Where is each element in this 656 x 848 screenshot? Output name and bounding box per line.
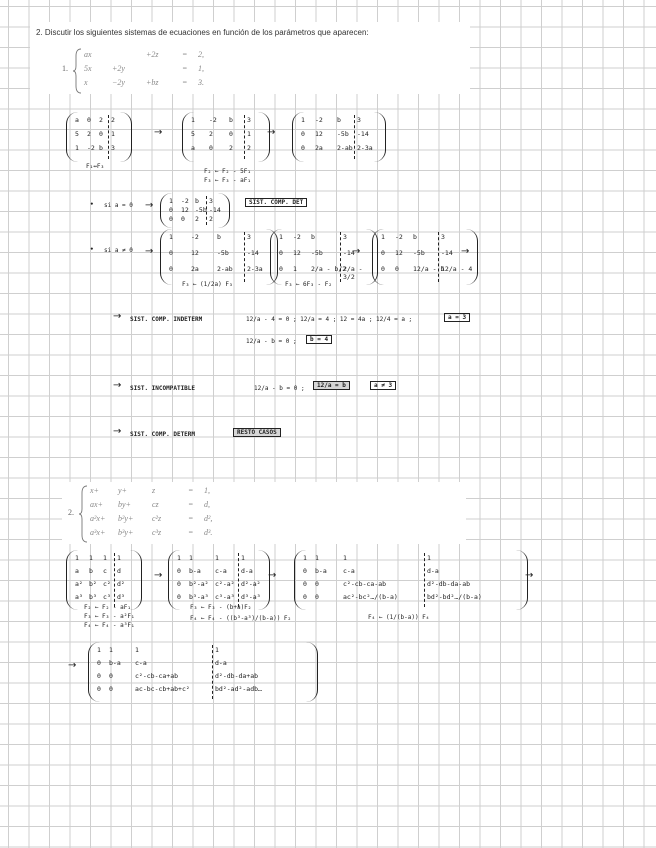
system-term: z	[152, 486, 156, 495]
system-term: a²x+	[90, 514, 106, 523]
matrix-entry: -2	[181, 197, 189, 205]
matrix-entry: 0	[97, 659, 101, 667]
augment-divider	[244, 115, 245, 159]
matrix-entry: b	[89, 567, 93, 575]
bullet-icon: •	[90, 246, 94, 253]
system-term: x+	[90, 486, 99, 495]
matrix-entry: 0	[381, 249, 385, 257]
system-term: c³z	[152, 528, 162, 537]
matrix-entry: -2	[293, 233, 301, 241]
matrix-m1	[66, 112, 132, 162]
matrix-entry: -2	[191, 233, 199, 241]
matrix-entry: 0	[97, 672, 101, 680]
matrix-entry: 1	[169, 197, 173, 205]
matrix-entry: 1	[89, 554, 93, 562]
matrix-entry: 1	[117, 554, 121, 562]
matrix-entry: -14	[247, 249, 259, 257]
system-term: 2,	[198, 50, 204, 59]
augment-divider	[114, 553, 115, 607]
system-term: d³.	[204, 528, 213, 537]
arrow-right-icon: →	[113, 311, 122, 322]
matrix-entry: 1	[177, 554, 181, 562]
system-term: −2y	[112, 78, 125, 87]
matrix-entry: -2	[395, 233, 403, 241]
system-term: x	[84, 78, 88, 87]
arrow-right-icon: →	[352, 246, 361, 257]
matrix-entry: c²-cb-ca-ab	[343, 580, 387, 588]
arrow-right-icon: →	[268, 570, 277, 581]
op-m9: F₄ ← (1/(b-a)) F₄	[368, 614, 430, 621]
matrix-entry: 0	[177, 580, 181, 588]
matrix-entry: 1	[241, 554, 245, 562]
matrix-entry: 1	[303, 554, 307, 562]
system-term: b²y+	[118, 514, 134, 523]
solution-a0: SIST. COMP. DET	[245, 198, 307, 207]
matrix-entry: 12/a - 4	[441, 265, 473, 273]
matrix-entry: -5b	[217, 249, 229, 257]
arrow-right-icon: →	[154, 127, 163, 138]
matrix-entry: 1	[247, 130, 251, 138]
matrix-entry: -5b	[311, 249, 323, 257]
matrix-entry: 12	[315, 130, 323, 138]
row-operation: F₂ ← F₂ - aF₁	[84, 604, 131, 611]
matrix-entry: b	[413, 233, 417, 241]
matrix-entry: b	[99, 144, 103, 152]
eq-indet-2: 12/a - b = 0 ;	[246, 338, 297, 345]
matrix-entry: 0	[303, 593, 307, 601]
row-operation: F₄ ← F₄ - a³F₁	[84, 622, 135, 629]
matrix-entry: d-a	[427, 567, 439, 575]
matrix-entry: 0	[97, 685, 101, 693]
system-term: =	[188, 514, 194, 523]
matrix-m6	[372, 229, 478, 285]
arrow-right-icon: →	[267, 127, 276, 138]
matrix-entry: d³-a³	[241, 593, 261, 601]
matrix-entry: 0	[181, 215, 185, 223]
system-term: =	[182, 78, 188, 87]
matrix-entry: b	[229, 116, 233, 124]
matrix-entry: 1	[169, 233, 173, 241]
matrix-entry: a	[191, 144, 195, 152]
augment-divider	[206, 196, 207, 225]
matrix-entry: b-a	[109, 659, 121, 667]
augment-divider	[244, 232, 245, 282]
arrow-right-icon: →	[154, 570, 163, 581]
bullet-icon: •	[90, 201, 94, 208]
system-term: +2y	[112, 64, 125, 73]
matrix-entry: 1	[427, 554, 431, 562]
matrix-entry: 1	[293, 265, 297, 273]
matrix-entry: 3	[247, 233, 251, 241]
matrix-entry: -2	[315, 116, 323, 124]
system-term: cz	[152, 500, 159, 509]
matrix-entry: c	[103, 567, 107, 575]
matrix-entry: 2	[229, 144, 233, 152]
matrix-entry: d-a	[241, 567, 253, 575]
matrix-entry: bd²-ad²-adb…	[215, 685, 262, 693]
matrix-entry: 3	[209, 197, 213, 205]
system-term: =	[188, 528, 194, 537]
matrix-entry: 0	[177, 593, 181, 601]
op-f3-scale: F₃ ← (1/2a) F₃	[182, 281, 233, 288]
matrix-entry: 1	[381, 233, 385, 241]
matrix-entry: c³	[103, 593, 111, 601]
matrix-entry: -14	[441, 249, 453, 257]
matrix-entry: 1	[75, 144, 79, 152]
case-a0: si a = 0	[104, 202, 133, 209]
matrix-entry: 2	[209, 215, 213, 223]
matrix-entry: 3	[357, 116, 361, 124]
matrix-entry: c²	[103, 580, 111, 588]
matrix-entry: 0	[301, 130, 305, 138]
matrix-entry: 0	[381, 265, 385, 273]
matrix-entry: 0	[169, 265, 173, 273]
matrix-entry: c-a	[135, 659, 147, 667]
augment-divider	[424, 553, 425, 607]
matrix-entry: 0	[303, 580, 307, 588]
system-term: 5x	[84, 64, 92, 73]
system-term: b³y+	[118, 528, 134, 537]
matrix-entry: 0	[99, 130, 103, 138]
matrix-entry: a²	[75, 580, 83, 588]
augment-divider	[354, 115, 355, 159]
arrow-right-icon: →	[525, 570, 534, 581]
system-term: =	[188, 486, 194, 495]
eq-indet-1: 12/a - 4 = 0 ; 12/a = 4 ; 12 = 4a ; 12/4 = a ;	[246, 316, 413, 323]
matrix-entry: d	[117, 567, 121, 575]
matrix-entry: 1	[215, 554, 219, 562]
matrix-entry: 3	[111, 144, 115, 152]
problem-heading: 2. Discutir los siguientes sistemas de ecuaciones en función de los parámetros que aparecen:	[36, 28, 369, 37]
system-term: 1,	[204, 486, 210, 495]
matrix-entry: b	[195, 197, 199, 205]
matrix-entry: a³	[75, 593, 83, 601]
system-2-label: 2.	[68, 508, 74, 517]
matrix-entry: 0	[315, 580, 319, 588]
matrix-entry: a	[75, 567, 79, 575]
matrix-entry: ac²-bc²…/(b-a)	[343, 593, 398, 601]
matrix-entry: 0	[169, 249, 173, 257]
matrix-entry: b²	[89, 580, 97, 588]
system-term: =	[188, 500, 194, 509]
system-term: =	[182, 64, 188, 73]
arrow-right-icon: →	[113, 380, 122, 391]
system-term: ax	[84, 50, 92, 59]
matrix-entry: 2/a - 3/2	[343, 265, 363, 281]
matrix-entry: 12	[191, 249, 199, 257]
matrix-entry: 2	[247, 144, 251, 152]
matrix-entry: 2	[209, 130, 213, 138]
matrix-entry: c³-a³	[215, 593, 235, 601]
box-b4: b = 4	[306, 335, 332, 344]
matrix-entry: 1	[189, 554, 193, 562]
matrix-entry: b-a	[189, 567, 201, 575]
matrix-entry: 1	[215, 646, 219, 654]
system-term: d,	[204, 500, 210, 509]
system-term: +bz	[146, 78, 159, 87]
matrix-entry: 2a	[315, 144, 323, 152]
augment-divider	[212, 645, 213, 699]
matrix-entry: 0	[209, 144, 213, 152]
matrix-entry: c²-a²	[215, 580, 235, 588]
system-term: 3.	[198, 78, 204, 87]
matrix-entry: b³-a³	[189, 593, 209, 601]
matrix-entry: 5	[75, 130, 79, 138]
matrix-entry: 0	[303, 567, 307, 575]
matrix-entry: 1	[111, 130, 115, 138]
matrix-entry: -5b	[337, 130, 349, 138]
matrix-entry: -14	[343, 249, 355, 257]
system-term: c²z	[152, 514, 162, 523]
matrix-entry: c²-cb-ca+ab	[135, 672, 179, 680]
matrix-m2	[182, 112, 270, 162]
matrix-entry: d²	[117, 580, 125, 588]
matrix-entry: 1	[109, 646, 113, 654]
matrix-entry: ac-bc-cb+ab+c²	[135, 685, 190, 693]
system-term: a³x+	[90, 528, 106, 537]
eq-incomp: 12/a - b = 0 ;	[254, 385, 305, 392]
matrix-entry: -14	[357, 130, 369, 138]
matrix-entry: b-a	[315, 567, 327, 575]
system-1-label: 1.	[62, 64, 68, 73]
matrix-entry: b	[337, 116, 341, 124]
matrix-entry: 1	[75, 554, 79, 562]
matrix-entry: 1	[103, 554, 107, 562]
matrix-entry: 2	[87, 130, 91, 138]
matrix-entry: 0	[279, 265, 283, 273]
matrix-entry: 12	[293, 249, 301, 257]
matrix-entry: 0	[169, 206, 173, 214]
matrix-entry: d²-a²	[241, 580, 261, 588]
box-incomp: 12/a = b	[313, 381, 350, 390]
matrix-m8	[168, 550, 270, 610]
matrix-entry: 1	[343, 554, 347, 562]
matrix-entry: 0	[279, 249, 283, 257]
system-term: 1,	[198, 64, 204, 73]
matrix-entry: -5b	[195, 206, 207, 214]
matrix-entry: 1	[97, 646, 101, 654]
matrix-entry: 2-3a	[247, 265, 263, 273]
system-term: +2z	[146, 50, 159, 59]
box-a-ne-3: a ≠ 3	[370, 381, 396, 390]
matrix-entry: 1	[301, 116, 305, 124]
matrix-entry: -14	[209, 206, 221, 214]
arrow-right-icon: →	[113, 426, 122, 437]
matrix-entry: 2a	[191, 265, 199, 273]
matrix-entry: d²-db-da-ab	[427, 580, 471, 588]
matrix-entry: 0	[395, 265, 399, 273]
matrix-entry: 12	[395, 249, 403, 257]
system-term: =	[182, 50, 188, 59]
matrix-m9	[294, 550, 528, 610]
result-incompatible: SIST. INCOMPATIBLE	[130, 385, 196, 392]
matrix-entry: d³	[117, 593, 125, 601]
matrix-entry: 1	[191, 116, 195, 124]
matrix-entry: -5b	[413, 249, 425, 257]
system-term: y+	[118, 486, 127, 495]
system-term: d²,	[204, 514, 213, 523]
matrix-m7	[66, 550, 142, 610]
matrix-entry: 2-ab	[337, 144, 353, 152]
augment-divider	[238, 553, 239, 607]
matrix-entry: 1	[135, 646, 139, 654]
matrix-entry: 1	[279, 233, 283, 241]
matrix-entry: b	[311, 233, 315, 241]
matrix-entry: a	[75, 116, 79, 124]
matrix-entry: c-a	[215, 567, 227, 575]
row-operation: F₃ ← F₃ - a²F₁	[84, 613, 135, 620]
matrix-entry: 3	[247, 116, 251, 124]
matrix-entry: 1	[315, 554, 319, 562]
system-1-brace	[73, 48, 83, 94]
matrix-entry: 2	[99, 116, 103, 124]
matrix-entry: 0	[301, 144, 305, 152]
matrix-entry: 12/a - b	[413, 265, 445, 273]
matrix-m5	[270, 229, 378, 285]
matrix-entry: 0	[229, 130, 233, 138]
matrix-entry: c-a	[343, 567, 355, 575]
matrix-entry: 3	[441, 233, 445, 241]
matrix-entry: 0	[109, 672, 113, 680]
arrow-right-icon: →	[68, 660, 77, 671]
box-a3: a = 3	[444, 313, 470, 322]
matrix-entry: 3	[343, 233, 347, 241]
augment-divider	[108, 115, 109, 159]
box-rest: RESTO CASOS	[233, 428, 281, 437]
matrix-entry: b³	[89, 593, 97, 601]
matrix-entry: 2	[195, 215, 199, 223]
arrow-right-icon: →	[145, 246, 154, 257]
matrix-entry: b²-a²	[189, 580, 209, 588]
row-operation: F₄ ← F₄ - ((b³-a³)/(b-a)) F₂	[190, 615, 292, 622]
matrix-m4	[160, 229, 278, 285]
matrix-m10	[88, 642, 318, 702]
matrix-entry: 2-3a	[357, 144, 373, 152]
matrix-a0	[160, 193, 230, 228]
matrix-entry: -2	[87, 144, 95, 152]
system-term: ax+	[90, 500, 103, 509]
system-term: by+	[118, 500, 131, 509]
matrix-entry: 0	[315, 593, 319, 601]
matrix-entry: d²-db-da+ab	[215, 672, 259, 680]
matrix-entry: 0	[169, 215, 173, 223]
op-f3: F₃ ← F₃ - aF₁	[204, 177, 251, 184]
matrix-entry: b	[217, 233, 221, 241]
system-2-brace	[79, 485, 89, 543]
matrix-entry: -2	[209, 116, 217, 124]
augment-divider	[340, 232, 341, 282]
arrow-right-icon: →	[461, 246, 470, 257]
matrix-entry: 2	[111, 116, 115, 124]
matrix-entry: 5	[191, 130, 195, 138]
matrix-entry: bd²-bd²…/(b-a)	[427, 593, 482, 601]
arrow-right-icon: →	[145, 200, 154, 211]
augment-divider	[438, 232, 439, 282]
case-a-ne-0: si a ≠ 0	[104, 247, 133, 254]
matrix-entry: 12	[181, 206, 189, 214]
row-operation: F₃ ← F₃ - (b+a)F₂	[190, 604, 252, 611]
matrix-entry: 2-ab	[217, 265, 233, 273]
op-f2: F₂ ← F₂ - 5F₁	[204, 168, 251, 175]
matrix-entry: 0	[87, 116, 91, 124]
matrix-entry: 0	[109, 685, 113, 693]
matrix-entry: 0	[177, 567, 181, 575]
result-determinate: SIST. COMP. DETERM	[130, 431, 196, 438]
matrix-entry: d-a	[215, 659, 227, 667]
op-swap: F₁↔F₃	[86, 163, 105, 170]
op-f3-comb: F₃ ← 6F₃ - F₂	[285, 281, 332, 288]
matrix-entry: 2/a - b/2	[311, 265, 347, 273]
matrix-m3	[292, 112, 386, 162]
result-indeterminate: SIST. COMP. INDETERM	[130, 316, 203, 323]
